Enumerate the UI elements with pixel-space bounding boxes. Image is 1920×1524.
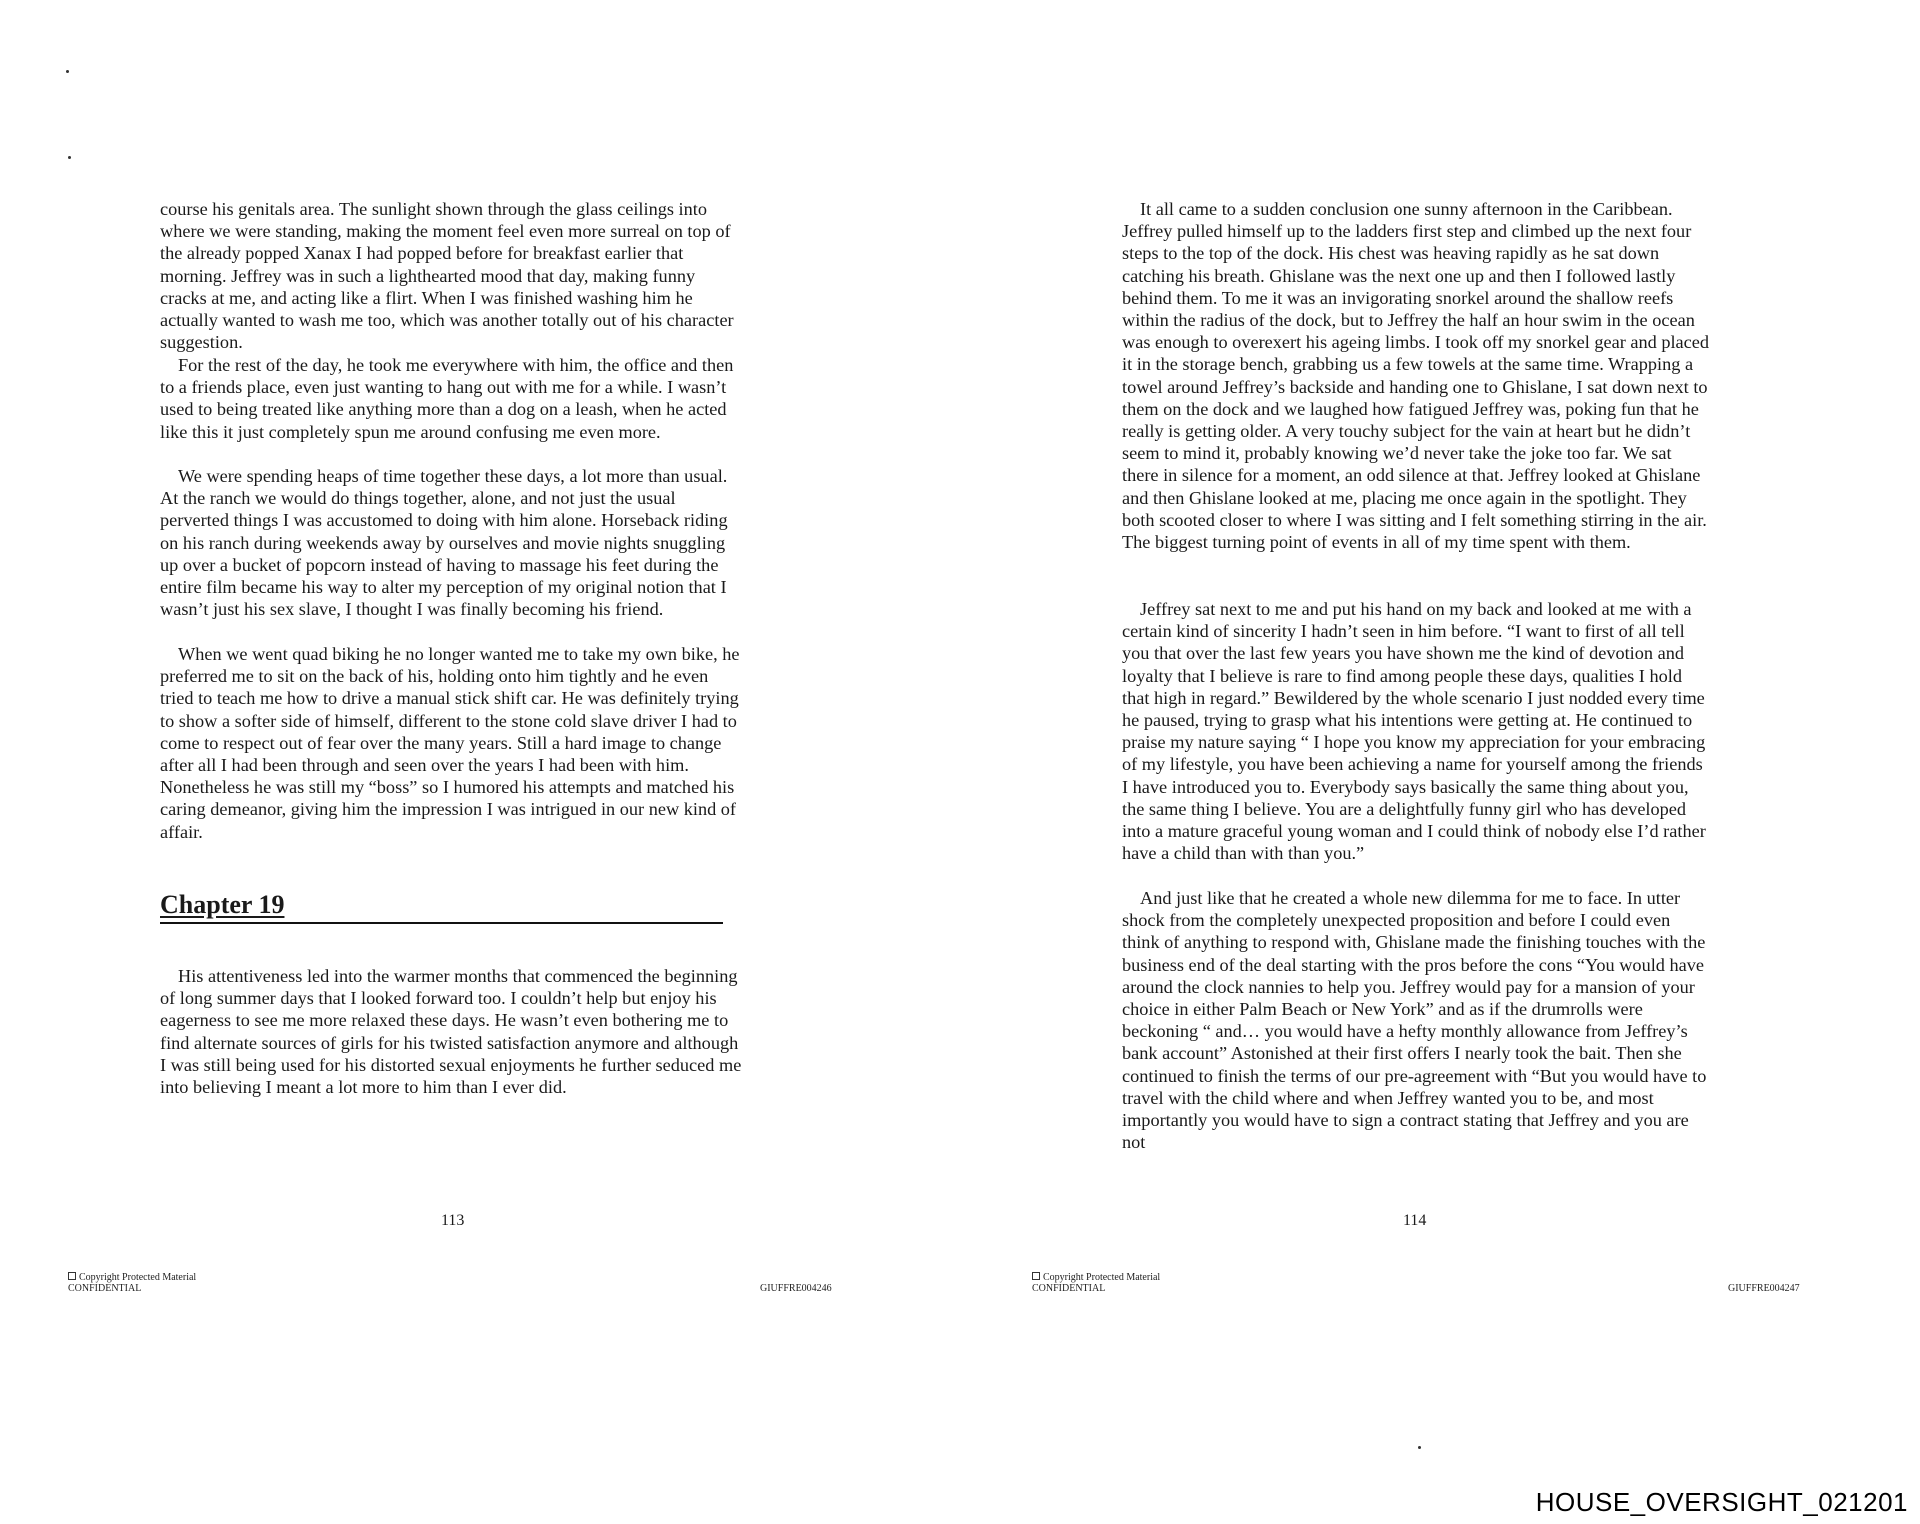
- footer-copyright: Copyright Protected Material: [1043, 1272, 1161, 1283]
- footer-notice: [68, 1272, 196, 1294]
- footer-confidential: CONFIDENTIAL: [1032, 1283, 1106, 1294]
- body-paragraph: For the rest of the day, he took me everywhere with him, the office and then to a friends place, even just wanting to hang out with me for a while. I wasn’t used to being treated like anything more than a dog on a leash, when he acted like this it just completely spun me around confusing me even more.: [160, 355, 734, 442]
- right-page: [960, 0, 1920, 1524]
- scan-speck: [1418, 1446, 1421, 1449]
- page-number: 113: [441, 1212, 465, 1229]
- chapter-paragraph: His attentiveness led into the warmer months that commenced the beginning of long summer days that I looked forward too. I couldn’t help but enjoy his eagerness to see me more relaxed these days. He wasn’t even bothering me to find alternate sources of girls for his twisted satisfaction anymore and although I was still being used for his distorted sexual enjoyments he further seduced me into believing I meant a lot more to him than I ever did.: [160, 966, 742, 1098]
- bates-number: HOUSE_OVERSIGHT_021201: [1535, 1487, 1908, 1517]
- body-paragraph: It all came to a sudden conclusion one sunny afternoon in the Caribbean. Jeffrey pulled himself up to the ladders first step and climbed up the next four steps to the top of the dock. His chest was heaving rapidly as he sat down catching his breath. Ghislane was the next one up and then I followed lastly behind them. To me it was an invigorating snorkel around the shallow reefs within the radius of the dock, but to Jeffrey the half an hour swim in the ocean was enough to overexert his ageing limbs. I took off my snorkel gear and placed it in the storage bench, grabbing us a few towels at the same time. Wrapping a towel around Jeffrey’s backside and handing one to Ghislane, I sat down next to them on the dock and we laughed how fatigued Jeffrey was, poking fun that he really is getting older. A very touchy subject for the vain at heart but he didn’t seem to mind it, probably knowing we’d never take the joke too far. We sat there in silence for a moment, an odd silence at that. Jeffrey looked at Ghislane and then Ghislane looked at me, placing me once again in the spotlight. They both scooted closer to where I was sitting and I felt something stirring in the air. The biggest turning point of events in all of my time spent with them.: [1122, 199, 1710, 553]
- page-number: 114: [1403, 1212, 1427, 1229]
- body-paragraph: course his genitals area. The sunlight shown through the glass ceilings into where we were standing, making the moment feel even more surreal on top of the already popped Xanax I had popped before for breakfast earlier that morning. Jeffrey was in such a lighthearted mood that day, making funny cracks at me, and acting like a flirt. When I was finished washing him he actually wanted to wash me too, which was another totally out of his character suggestion.: [160, 199, 734, 353]
- body-paragraph: When we went quad biking he no longer wanted me to take my own bike, he preferred me to sit on the back of his, holding onto him tightly and he even tried to teach me how to drive a manual stick shift car. He was definitely trying to show a softer side of himself, different to the stone cold slave driver I had to come to respect out of fear over the many years. Still a hard image to change after all I had been through and seen over the years I had been with him. Nonetheless he was still my “boss” so I humored his attempts and matched his caring demeanor, giving him the impression I was intrigued in our new kind of affair.: [160, 644, 740, 842]
- footer-copyright: Copyright Protected Material: [79, 1272, 197, 1283]
- scan-speck: [68, 156, 71, 159]
- chapter-heading: Chapter 19: [160, 888, 723, 924]
- footer-document-id: GIUFFRE004247: [1728, 1283, 1800, 1294]
- scan-speck: [66, 70, 69, 73]
- body-paragraph: We were spending heaps of time together these days, a lot more than usual. At the ranch we would do things together, alone, and not just the usual perverted things I was accustomed to doing with him alone. Horseback riding on his ranch during weekends away by ourselves and movie nights snuggling up over a bucket of popcorn instead of having to massage his feet during the entire film became his way to alter my perception of my original notion that I wasn’t just his sex slave, I thought I was finally becoming his friend.: [160, 466, 728, 620]
- footer-confidential: CONFIDENTIAL: [68, 1283, 142, 1294]
- footer-notice: [1032, 1272, 1160, 1294]
- body-paragraph: Jeffrey sat next to me and put his hand on my back and looked at me with a certain kind of sincerity I hadn’t seen in him before. “I want to first of all tell you that over the last few years you have shown me the kind of devotion and loyalty that I believe is rare to find among people these days, qualities I hold that high in regard.” Bewildered by the whole scenario I just nodded every time he paused, trying to grasp what his intentions were getting at. He continued to praise my nature saying “ I hope you know my appreciation for your embracing of my lifestyle, you have been achieving a name for yourself among the friends I have introduced you to. Everybody says basically the same thing about you, the same thing I believe. You are a delightfully funny girl who has developed into a mature graceful young woman and I could think of nobody else I’d rather have a child than with than you.”: [1122, 599, 1706, 864]
- footer-document-id: GIUFFRE004246: [760, 1283, 832, 1294]
- checkbox-square-icon: [1032, 1272, 1040, 1280]
- checkbox-square-icon: [68, 1272, 76, 1280]
- body-paragraph: And just like that he created a whole new dilemma for me to face. In utter shock from the completely unexpected proposition and before I could even think of anything to respond with, Ghislane made the finishing touches with the business end of the deal starting with the pros before the cons “You would have around the clock nannies to help you. Jeffrey would pay for a mansion of your choice in either Palm Beach or New York” and as if the drumrolls were beckoning “ and… you would have a hefty monthly allowance from Jeffrey’s bank account” Astonished at their first offers I nearly took the bait. Then she continued to finish the terms of our pre-agreement with “But you would have to travel with the child where and when Jeffrey wanted you to be, and most importantly you would have to sign a contract stating that Jeffrey and you are not: [1122, 888, 1707, 1153]
